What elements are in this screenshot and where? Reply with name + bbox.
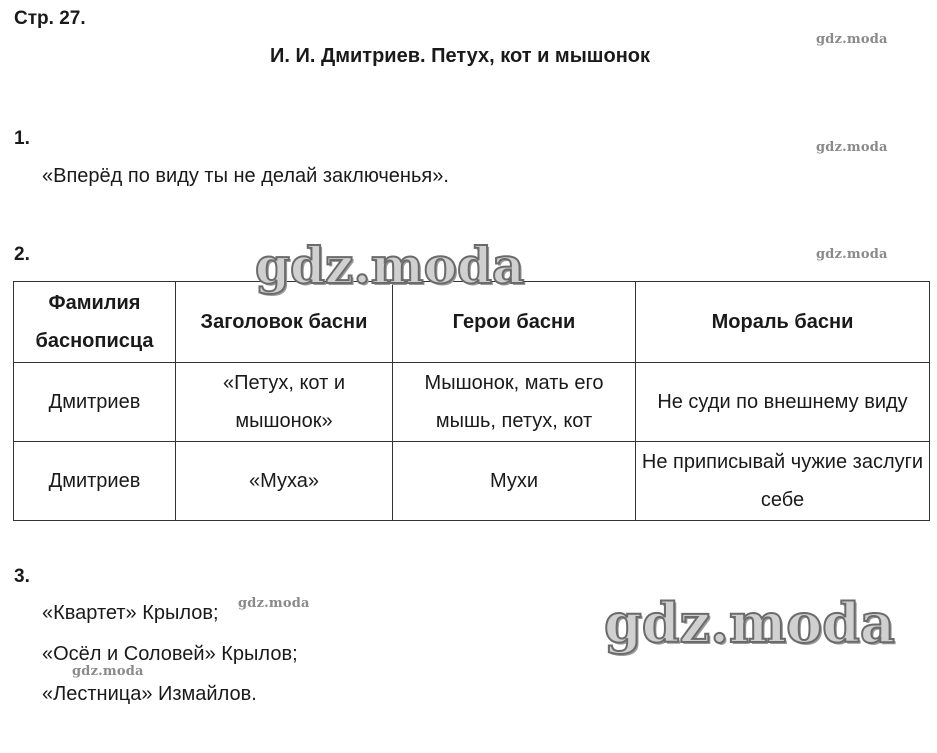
watermark: gdz.moda <box>238 596 310 611</box>
cell-fable-title: «Петух, кот и мышонок» <box>176 363 393 442</box>
watermark: gdz.moda <box>816 140 888 155</box>
task-1-number: 1. <box>14 128 30 149</box>
cell-author: Дмитриев <box>14 363 176 442</box>
page-title: И. И. Дмитриев. Петух, кот и мышонок <box>269 45 651 67</box>
table-row <box>14 442 930 521</box>
cell-author: Дмитриев <box>14 442 176 521</box>
header-moral: Мораль басни <box>636 282 930 363</box>
fables-table <box>13 281 930 521</box>
header-fable-title: Заголовок басни <box>176 282 393 363</box>
task-3-line: «Осёл и Соловей» Крылов; <box>42 643 298 665</box>
header-characters: Герои басни <box>393 282 636 363</box>
task-1-answer: «Вперёд по виду ты не делай заключенья». <box>42 165 449 187</box>
task-3-number: 3. <box>14 566 30 587</box>
cell-moral: Не суди по внешнему виду <box>636 363 930 442</box>
watermark-large: gdz.moda <box>255 236 525 295</box>
task-3-line: «Лестница» Измайлов. <box>42 683 257 705</box>
page-number: Стр. 27. <box>14 8 86 29</box>
cell-characters: Мышонок, мать его мышь, петух, кот <box>393 363 636 442</box>
watermark: gdz.moda <box>72 664 144 679</box>
table-row <box>14 363 930 442</box>
cell-fable-title: «Муха» <box>176 442 393 521</box>
cell-moral: Не приписывай чужие заслуги себе <box>636 442 930 521</box>
watermark-large: gdz.moda <box>604 591 895 655</box>
watermark: gdz.moda <box>816 32 888 47</box>
header-author: Фамилия баснописца <box>14 282 176 363</box>
cell-characters: Мухи <box>393 442 636 521</box>
task-3-line: «Квартет» Крылов; <box>42 602 219 624</box>
task-2-number: 2. <box>14 244 30 265</box>
watermark: gdz.moda <box>816 247 888 262</box>
